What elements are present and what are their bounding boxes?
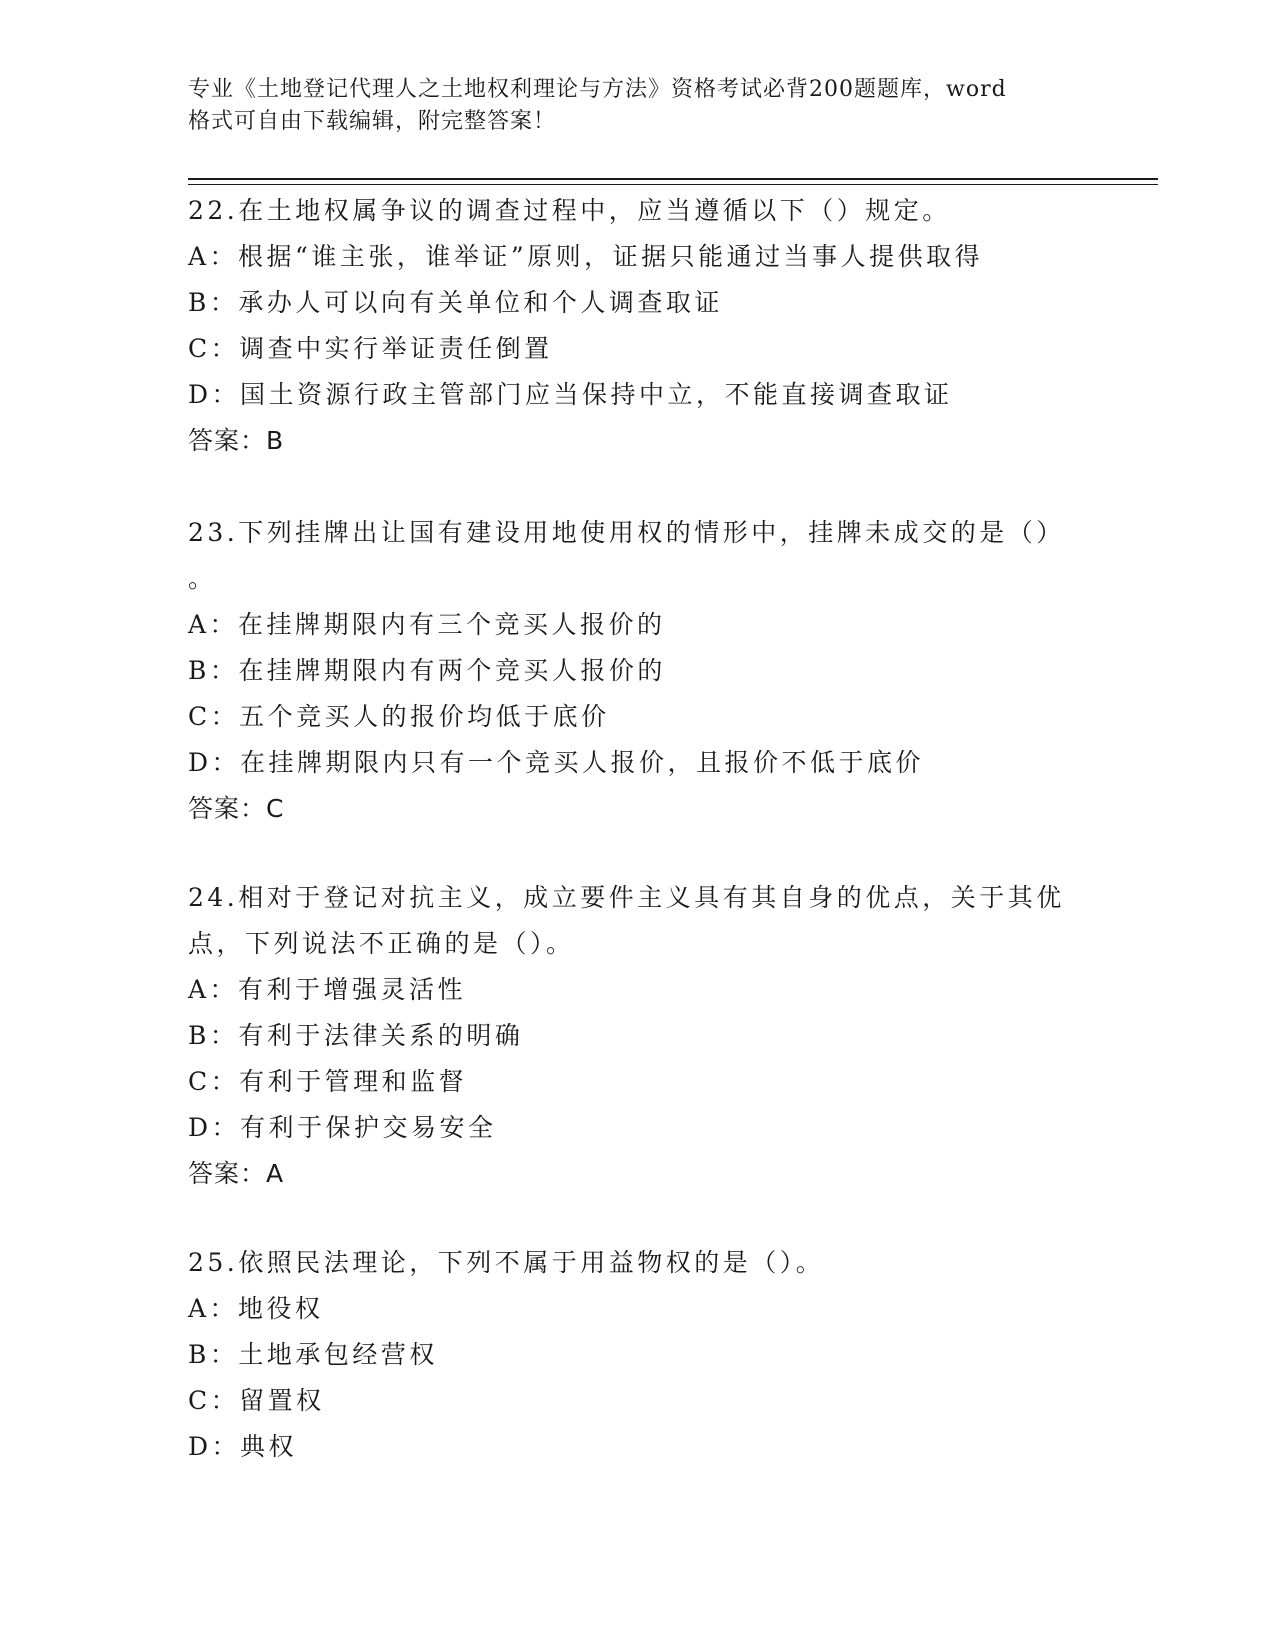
- option-d: D：典权: [188, 1432, 298, 1461]
- question-stem-continued: 。: [188, 564, 217, 593]
- option-d: D：有利于保护交易安全: [188, 1113, 497, 1142]
- option-a: A：有利于增强灵活性: [188, 975, 467, 1004]
- option-a: A：在挂牌期限内有三个竞买人报价的: [188, 610, 666, 639]
- option-b: B：承办人可以向有关单位和个人调查取证: [188, 288, 723, 317]
- question-stem: 22.在土地权属争议的调查过程中，应当遵循以下（）规定。: [188, 196, 951, 225]
- document-header: [188, 74, 1068, 138]
- question-stem: 23.下列挂牌出让国有建设用地使用权的情形中，挂牌未成交的是（）: [188, 518, 1065, 547]
- answer: 答案：A: [188, 1159, 285, 1188]
- header-line-2: 格式可自由下载编辑，附完整答案！: [188, 109, 557, 134]
- header-divider-thick: [188, 178, 1158, 180]
- option-c: C：五个竞买人的报价均低于底价: [188, 702, 610, 731]
- option-d: D：国土资源行政主管部门应当保持中立，不能直接调查取证: [188, 380, 953, 409]
- question-23: [188, 510, 1088, 832]
- answer: 答案：C: [188, 794, 285, 823]
- question-stem-continued: 点，下列说法不正确的是（）。: [188, 929, 575, 958]
- question-stem: 24.相对于登记对抗主义，成立要件主义具有其自身的优点，关于其优: [188, 883, 1065, 912]
- question-22: [188, 188, 1088, 464]
- header-divider-thin: [188, 184, 1158, 185]
- option-d: D：在挂牌期限内只有一个竞买人报价，且报价不低于底价: [188, 748, 925, 777]
- option-b: B：土地承包经营权: [188, 1340, 438, 1369]
- option-a: A：根据“谁主张，谁举证”原则，证据只能通过当事人提供取得: [188, 242, 984, 271]
- question-stem: 25.依照民法理论，下列不属于用益物权的是（）。: [188, 1248, 825, 1277]
- option-c: C：留置权: [188, 1386, 325, 1415]
- question-24: [188, 875, 1088, 1197]
- option-c: C：调查中实行举证责任倒置: [188, 334, 553, 363]
- answer: 答案：B: [188, 426, 285, 455]
- question-25: [188, 1240, 1088, 1470]
- option-b: B：在挂牌期限内有两个竞买人报价的: [188, 656, 666, 685]
- header-line-1: 专业《土地登记代理人之土地权利理论与方法》资格考试必背200题题库，word: [188, 77, 1007, 102]
- option-b: B：有利于法律关系的明确: [188, 1021, 524, 1050]
- option-a: A：地役权: [188, 1294, 324, 1323]
- option-c: C：有利于管理和监督: [188, 1067, 468, 1096]
